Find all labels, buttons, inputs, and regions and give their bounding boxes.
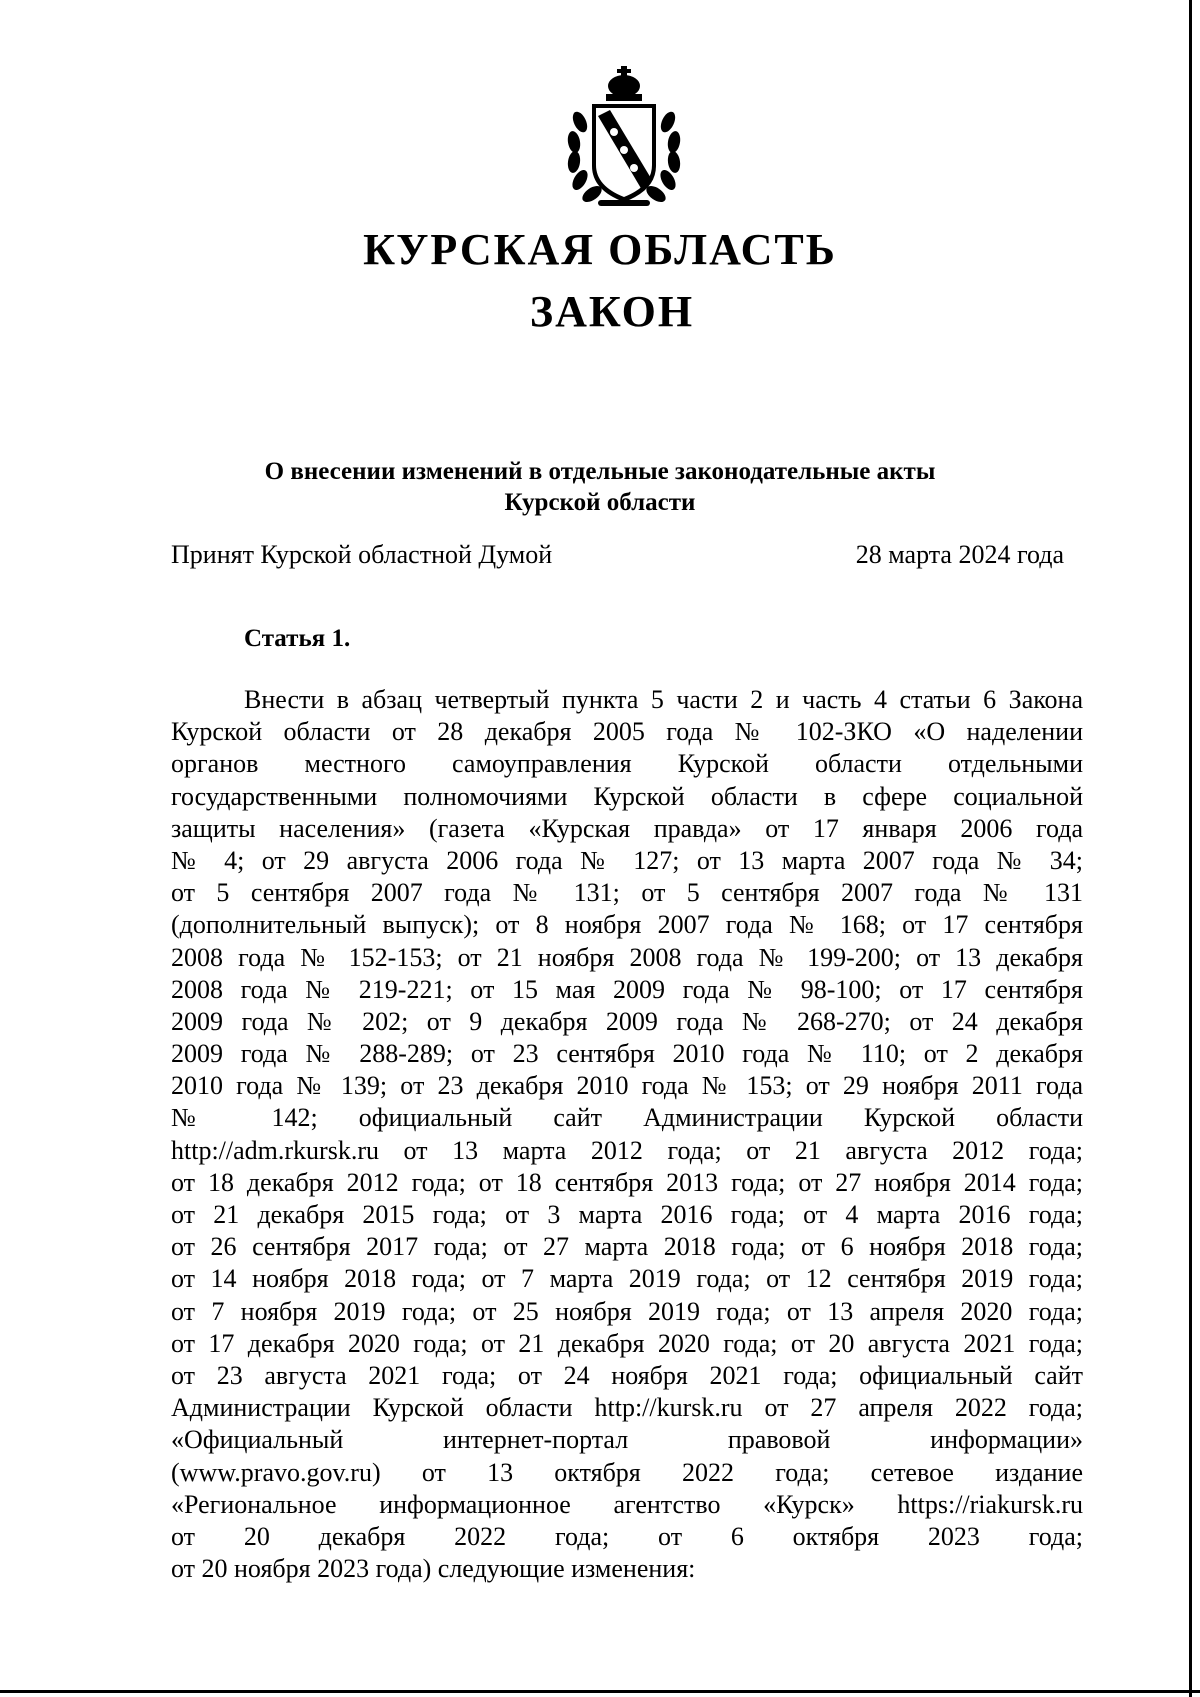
article-body (171, 684, 1083, 1585)
body-line: 2009 года № 202; от 9 декабря 2009 года № 268-270; от 24 декабря (171, 1006, 1083, 1036)
body-line: от 23 августа 2021 года; от 24 ноября 2021 года; официальный сайт (171, 1360, 1083, 1390)
body-line: (www.pravo.gov.ru) от 13 октября 2022 года; сетевое издание (171, 1457, 1083, 1487)
body-line: «Региональное информационное агентство «Курск» https://riakursk.ru (171, 1489, 1083, 1519)
law-subject-line-1: О внесении изменений в отдельные законодательные акты (264, 458, 936, 485)
body-line: от 21 декабря 2015 года; от 3 марта 2016 года; от 4 марта 2016 года; (171, 1200, 1083, 1229)
body-line: Внести в абзац четвертый пункта 5 части 2 и часть 4 статьи 6 Закона (244, 685, 1083, 714)
adoption-row (171, 540, 1064, 570)
body-line: защиты населения» (газета «Курская правда» от 17 января 2006 года (171, 813, 1083, 843)
body-line: от 17 декабря 2020 года; от 21 декабря 2020 года; от 20 августа 2021 года; (171, 1328, 1083, 1358)
body-line: от 26 сентября 2017 года; от 27 марта 2018 года; от 6 ноября 2018 года; (171, 1232, 1083, 1262)
body-line: от 18 декабря 2012 года; от 18 сентября 2013 года; от 27 ноября 2014 года; (171, 1167, 1083, 1197)
body-line: № 4; от 29 августа 2006 года № 127; от 13 марта 2007 года № 34; (171, 845, 1083, 875)
body-line: от 5 сентября 2007 года № 131; от 5 сентября 2007 года № 131 (171, 878, 1083, 908)
body-line: http://adm.rkursk.ru от 13 марта 2012 года; от 21 августа 2012 года; (171, 1135, 1083, 1165)
body-line: органов местного самоуправления Курской области отдельными (171, 749, 1083, 779)
law-subject (0, 456, 1200, 518)
body-line: от 20 ноября 2023 года) следующие изменения: (171, 1554, 696, 1584)
law-subject-line-2: Курской области (504, 489, 696, 516)
body-line: 2010 года № 139; от 23 декабря 2010 года № 153; от 29 ноября 2011 года (171, 1071, 1083, 1101)
body-line: 2009 года № 288-289; от 23 сентября 2010 года № 110; от 2 декабря (171, 1039, 1083, 1069)
document-type-title: ЗАКОН (529, 287, 695, 336)
body-line: № 142; официальный сайт Администрации Курской области (171, 1103, 1083, 1133)
adoption-date: 28 марта 2024 года (855, 540, 1064, 569)
article-heading: Статья 1. (244, 625, 351, 652)
adopted-by: Принят Курской областной Думой (171, 540, 553, 569)
body-line: (дополнительный выпуск); от 8 ноября 2007 года № 168; от 17 сентября (171, 910, 1083, 940)
body-line: Администрации Курской области http://kursk.ru от 27 апреля 2022 года; (171, 1393, 1083, 1423)
body-line: от 7 ноября 2019 года; от 25 ноября 2019 года; от 13 апреля 2020 года; (171, 1296, 1083, 1326)
body-line: государственными полномочиями Курской области в сфере социальной (171, 781, 1083, 811)
scan-edge-bottom (0, 1690, 1200, 1693)
region-title: КУРСКАЯ ОБЛАСТЬ (363, 225, 837, 274)
body-line: 2008 года № 152-153; от 21 ноября 2008 года № 199-200; от 13 декабря (171, 942, 1083, 972)
body-line: от 20 декабря 2022 года; от 6 октября 2023 года; (171, 1521, 1083, 1551)
body-line: «Официальный интернет-портал правовой информации» (171, 1425, 1083, 1455)
body-line: от 14 ноября 2018 года; от 7 марта 2019 года; от 12 сентября 2019 года; (171, 1264, 1083, 1294)
body-line: Курской области от 28 декабря 2005 года № 102-ЗКО «О наделении (171, 717, 1083, 747)
kursk-coat-of-arms-icon (558, 62, 690, 212)
body-line: 2008 года № 219-221; от 15 мая 2009 года № 98-100; от 17 сентября (171, 974, 1083, 1004)
